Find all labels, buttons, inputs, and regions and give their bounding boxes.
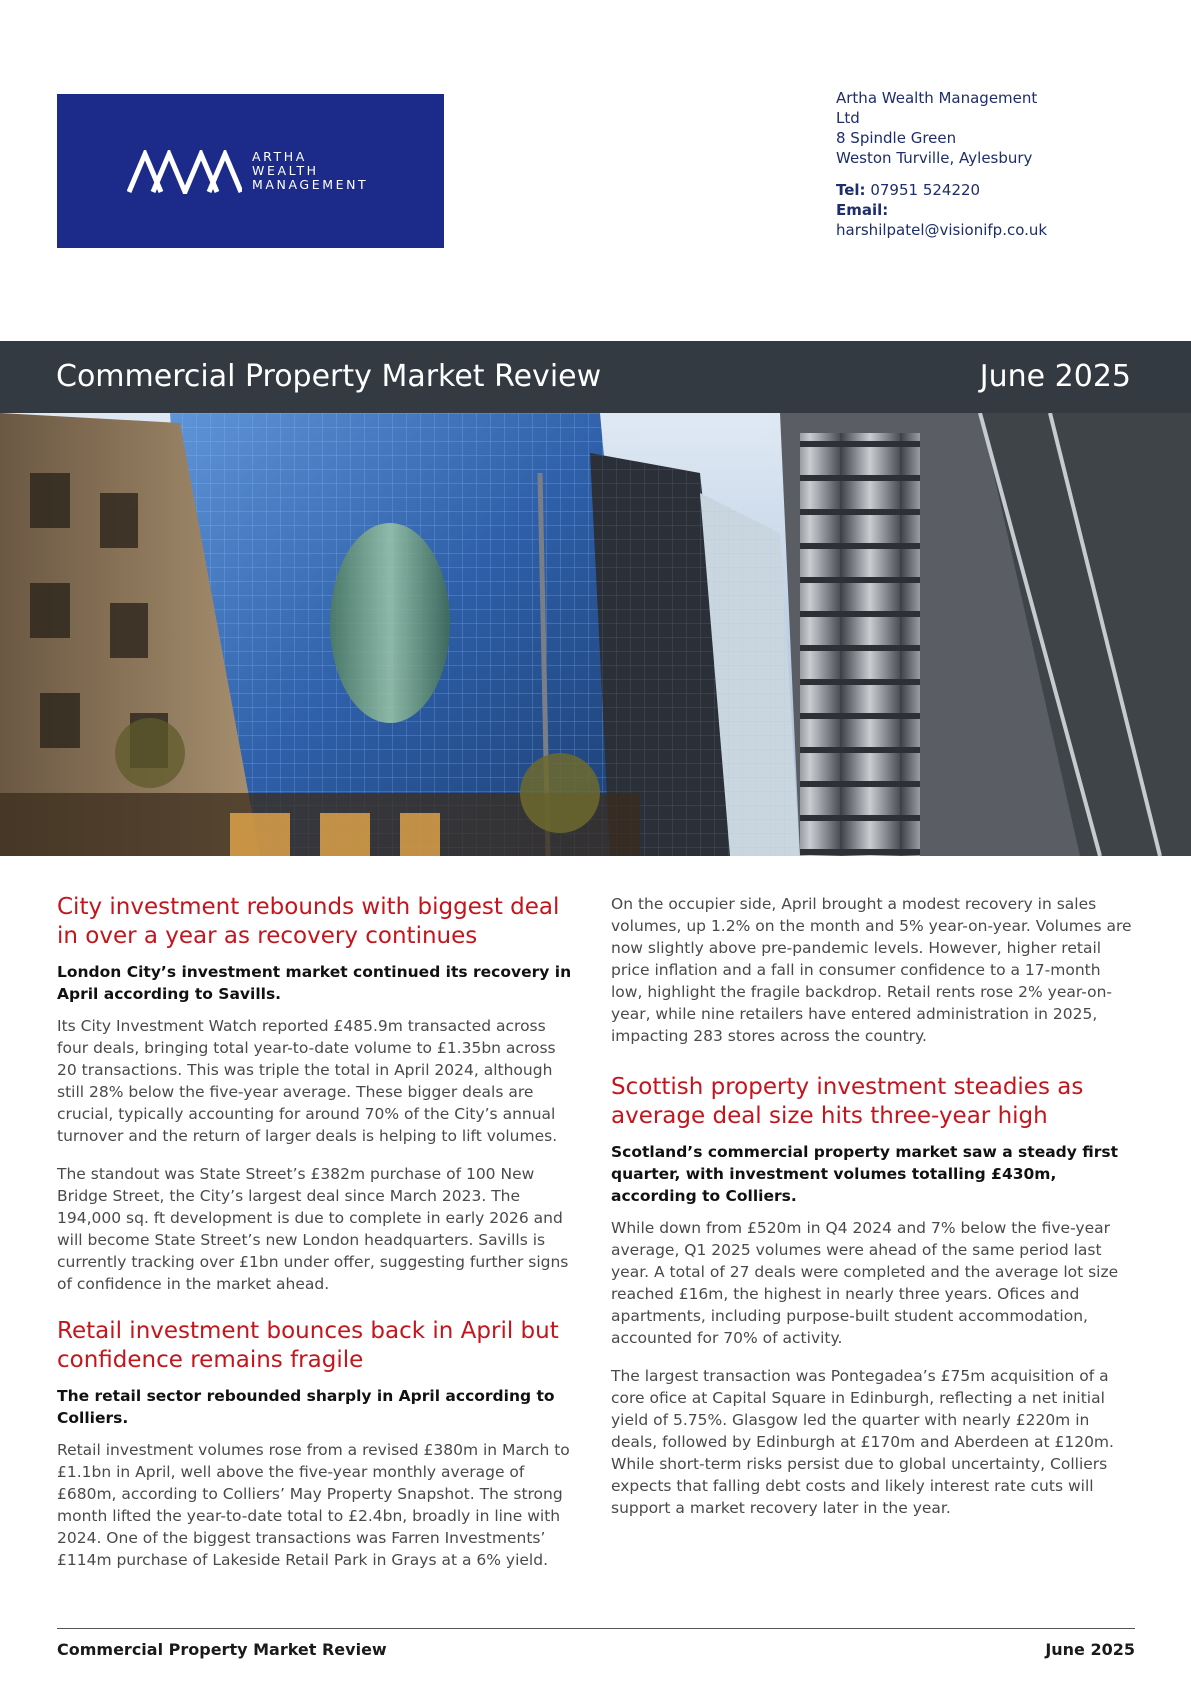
address-line-1: Artha Wealth Management [836, 89, 1038, 107]
article-1-paragraph-2: The standout was State Street’s £382m purchase of 100 New Bridge Street, the City’s largest deal since March 2023. The 194,000 sq. ft development is due to complete in early 2026 and will become State Street’s new London headquarters. Savills is currently tracking over £1bn under offer, suggesting further signs of confidence in the market ahead. [57, 1165, 569, 1293]
tel-row [836, 180, 1096, 200]
issue-date: June 2025 [979, 359, 1131, 394]
address-line-4: Weston Turville, Aylesbury [836, 149, 1033, 167]
tel-label: Tel: [836, 181, 866, 199]
title-banner [0, 341, 1191, 413]
email-value[interactable]: harshilpatel@visionifp.co.uk [836, 221, 1048, 239]
email-label: Email: [836, 201, 889, 219]
contact-block [836, 88, 1096, 240]
article-2-lead: The retail sector rebounded sharply in April according to Colliers. [57, 1387, 555, 1427]
article-3-paragraph-1: While down from £520m in Q4 2024 and 7% below the five-year average, Q1 2025 volumes were ahead of the same period last year. A total of 27 deals were completed and the average lot size reached £16m, the highest in nearly three years. Ofices and apartments, including purpose-built student accommodation, accounted for 70% of activity. [611, 1219, 1119, 1347]
footer-date: June 2025 [1045, 1640, 1135, 1659]
address [836, 88, 1096, 168]
logo-line-2: WEALTH [252, 163, 319, 178]
email-row [836, 200, 1096, 220]
address-line-2: Ltd [836, 109, 860, 127]
logo-line-3: MANAGEMENT [252, 177, 369, 192]
tel-value[interactable]: 07951 524220 [870, 181, 981, 199]
logo-line-1: ARTHA [252, 149, 307, 164]
article-1-heading: City investment rebounds with biggest deal in over a year as recovery continues [57, 894, 560, 949]
city-skyline-image [0, 413, 1191, 856]
hero-image [0, 413, 1191, 856]
article-2-paragraph-1: Retail investment volumes rose from a revised £380m in March to £1.1bn in April, well above the five-year monthly average of £680m, according to Colliers’ May Property Snapshot. The strong month lifted the year-to-date total to £2.4bn, broadly in line with 2024. One of the biggest transactions was Farren Investments’ £114m purchase of Lakeside Retail Park in Grays at a 6% yield. [57, 1441, 570, 1569]
footer-divider [57, 1628, 1135, 1629]
company-logo [57, 94, 444, 248]
article-3-heading: Scottish property investment steadies as average deal size hits three-year high [611, 1074, 1084, 1129]
right-column [611, 893, 1135, 1519]
page-title: Commercial Property Market Review [56, 359, 602, 394]
logo-wordmark [252, 150, 368, 192]
article-1-paragraph-1: Its City Investment Watch reported £485.9m transacted across four deals, bringing total year-to-date volume to £1.35bn across 20 transactions. This was triple the total in April 2024, although still 28% below the five-year average. These bigger deals are crucial, typically accounting for around 70% of the City’s annual turnover and the return of larger deals is helping to lift volumes. [57, 1017, 558, 1145]
article-1-lead: London City’s investment market continued its recovery in April according to Savills. [57, 963, 572, 1003]
article-2-heading: Retail investment bounces back in April but confidence remains fragile [57, 1318, 559, 1373]
awm-logo-mark-icon [127, 150, 242, 194]
article-3-paragraph-2: The largest transaction was Pontegadea’s £75m acquisition of a core ofice at Capital Square in Edinburgh, reflecting a net initial yield of 5.75%. Glasgow led the quarter with nearly £220m in deals, followed by Edinburgh at £170m and Aberdeen at £120m. While short-term risks persist due to global uncertainty, Colliers expects that falling debt costs and likely interest rate cuts will support a market recovery later in the year. [611, 1367, 1114, 1517]
address-line-3: 8 Spindle Green [836, 129, 957, 147]
article-2-paragraph-2: On the occupier side, April brought a modest recovery in sales volumes, up 1.2% on the month and 5% year-on-year. Volumes are now slightly above pre-pandemic levels. However, higher retail price inflation and a fall in consumer confidence to a 17-month low, highlight the fragile backdrop. Retail rents rose 2% year-on-year, while nine retailers have entered administration in 2025, impacting 283 stores across the country. [611, 895, 1132, 1045]
left-column [57, 893, 579, 1571]
footer-title: Commercial Property Market Review [57, 1640, 387, 1659]
article-3-lead: Scotland’s commercial property market saw a steady first quarter, with investment volumes totalling £430m, according to Colliers. [611, 1143, 1119, 1205]
